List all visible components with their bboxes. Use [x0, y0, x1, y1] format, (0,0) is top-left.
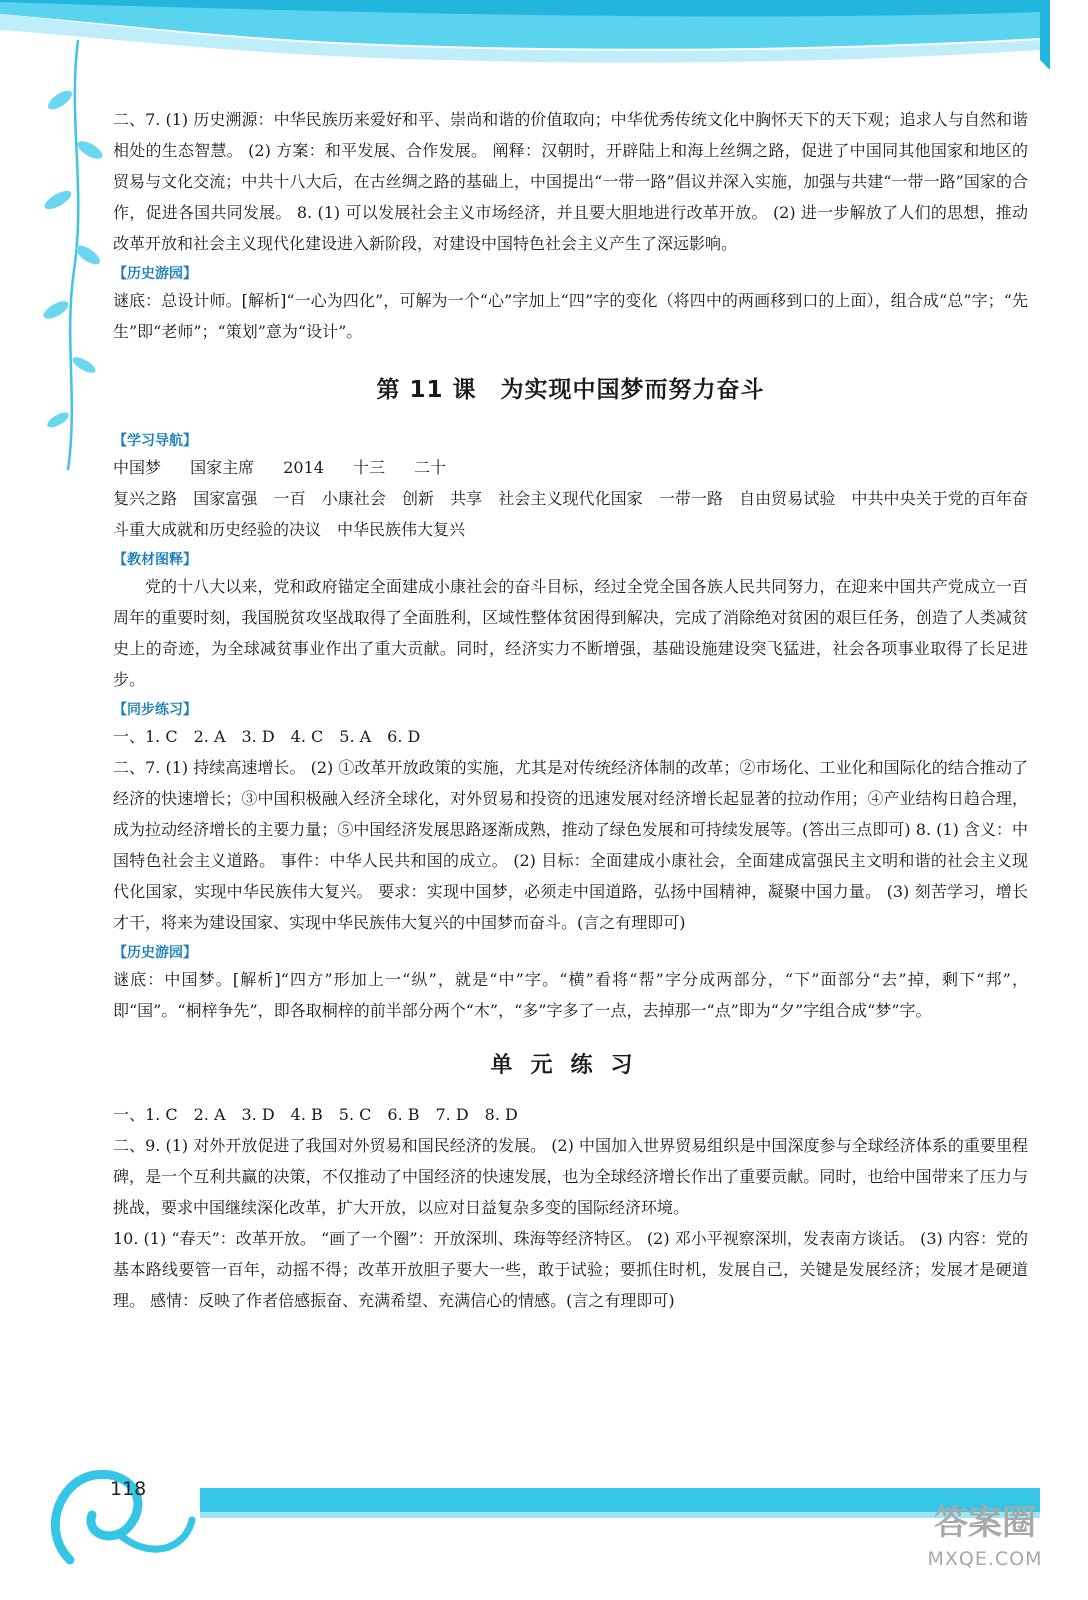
lesson-title: 第 11 课 为实现中国梦而努力奋斗 [376, 377, 765, 403]
page-number: 118 [110, 1478, 147, 1500]
watermark-logo-text: 答案圈 [934, 1503, 1036, 1543]
riddle-answer-2: 谜底：中国梦。[解析]“四方”形加上一“纵”，就是“中”字。“横”看将“帮”字分成两部分，“下”面部分“去”掉，剩下“邦”，即“国”。“桐梓争先”，即各取桐梓的前半部分两个“木”，“多”字多了一点，去掉那一“点”即为“夕”字组合成“梦”字。 [113, 970, 1028, 1020]
keywords-line-2: 复兴之路 国家富强 一百 小康社会 创新 共享 社会主义现代化国家 一带一路 自由贸易试验 中共中央关于党的百年奋斗重大成就和历史经验的决议 中华民族伟大复兴 [113, 489, 1028, 539]
watermark-url: MXQE.COM [927, 1548, 1043, 1570]
answer-lesson-q7-q8: 二、7. (1) 持续高速增长。 (2) ①改革开放政策的实施，尤其是对传统经济体制的改革；②市场化、工业化和国际化的结合推动了经济的快速增长；③中国积极融入经济全球化，对外贸易和投资的迅速发展对经济增长起显著的拉动作用；④产业结构日趋合理，成为拉动经济增长的主要力量；⑤中国经济发展思路逐渐成熟，推动了绿色发展和可持续发展等。(答出三点即可) 8. (1) 含义：中国特色社会主义道路。 事件：中华人民共和国的成立。 (2) 目标：全面建成小康社会，全面建成富强民主文明和谐的社会主义现代化国家，实现中华民族伟大复兴。 要求：实现中国梦，必须走中国道路，弘扬中国精神，凝聚中国力量。 (3) 刻苦学习，增长才干，将来为建设国家、实现中华民族伟大复兴的中国梦而奋斗。(言之有理即可) [113, 758, 1028, 932]
keyword: 中国梦 [113, 458, 162, 477]
keywords-line-1 [113, 452, 1028, 483]
keyword: 国家主席 [190, 458, 255, 477]
keyword: 2014 [283, 458, 324, 477]
section-tag-practice: 【同步练习】 [113, 702, 197, 718]
answer-q7-q8: 二、7. (1) 历史溯源：中华民族历来爱好和平、崇尚和谐的价值取向；中华优秀传统文化中胸怀天下的天下观；追求人与自然和谐相处的生态智慧。 (2) 方案：和平发展、合作发展。 阐释：汉朝时，开辟陆上和海上丝绸之路，促进了中国同其他国家和地区的贸易与文化交流；中共十八大后，在古丝绸之路的基础上，中国提出“一带一路”倡议并深入实施，加强与共建“一带一路”国家的合作，促进各国共同发展。 8. (1) 可以发展社会主义市场经济，并且要大胆地进行改革开放。 (2) 进一步解放了人们的思想，推动改革开放和社会主义现代化建设进入新阶段，对建设中国特色社会主义产生了深远影响。 [113, 110, 1028, 253]
riddle-answer-1: 谜底：总设计师。[解析]“一心为四化”，可解为一个“心”字加上“四”字的变化（将四中的两画移到口的上面），组合成“总”字；“先生”即“老师”；“策划”意为“设计”。 [113, 291, 1028, 341]
top-banner-decoration [0, 0, 1088, 110]
keyword: 二十 [414, 458, 447, 477]
textbook-explanation: 党的十八大以来，党和政府锚定全面建成小康社会的奋斗目标，经过全党全国各族人民共同努力，在迎来中国共产党成立一百周年的重要时刻，我国脱贫攻坚战取得了全面胜利，区域性整体贫困得到解决，完成了消除绝对贫困的艰巨任务，创造了人类减贫史上的奇迹，为全球减贫事业作出了重大贡献。同时，经济实力不断增强，基础设施建设突飞猛进，社会各项事业取得了长足进步。 [113, 577, 1028, 689]
watermark-logo [895, 1500, 1075, 1590]
section-tag-history-garden-1: 【历史游园】 [113, 266, 197, 282]
mc-answers-unit: 一、1. C 2. A 3. D 4. B 5. C 6. B 7. D 8. D [113, 1105, 518, 1124]
answer-unit-q10: 10. (1) “春天”：改革开放。 “画了一个圈”：开放深圳、珠海等经济特区。 (2) 邓小平视察深圳，发表南方谈话。 (3) 内容：党的基本路线要管一百年，动摇不得；改革开放胆子要大一些，敢于试验；要抓住时机，发展自己，关键是发展经济；发展才是硬道理。 感情：反映了作者倍感振奋、充满希望、充满信心的情感。(言之有理即可) [113, 1229, 1028, 1310]
section-tag-textbook: 【教材图释】 [113, 552, 197, 568]
unit-title: 单元练习 [490, 1053, 651, 1078]
vine-decoration [38, 40, 113, 470]
answer-unit-q9: 二、9. (1) 对外开放促进了我国对外贸易和国民经济的发展。 (2) 中国加入世界贸易组织是中国深度参与全球经济体系的重要里程碑，是一个互利共赢的决策，不仅推动了中国经济的快速发展，也为全球经济增长作出了重要贡献。同时，也给中国带来了压力与挑战，要求中国继续深化改革，扩大开放，以应对日益复杂多变的国际经济环境。 [113, 1136, 1028, 1217]
section-tag-study-guide: 【学习导航】 [113, 433, 197, 449]
section-tag-history-garden-2: 【历史游园】 [113, 945, 197, 961]
keyword: 十三 [353, 458, 386, 477]
mc-answers-lesson: 一、1. C 2. A 3. D 4. C 5. A 6. D [113, 727, 421, 746]
answer-content [113, 104, 1028, 1316]
